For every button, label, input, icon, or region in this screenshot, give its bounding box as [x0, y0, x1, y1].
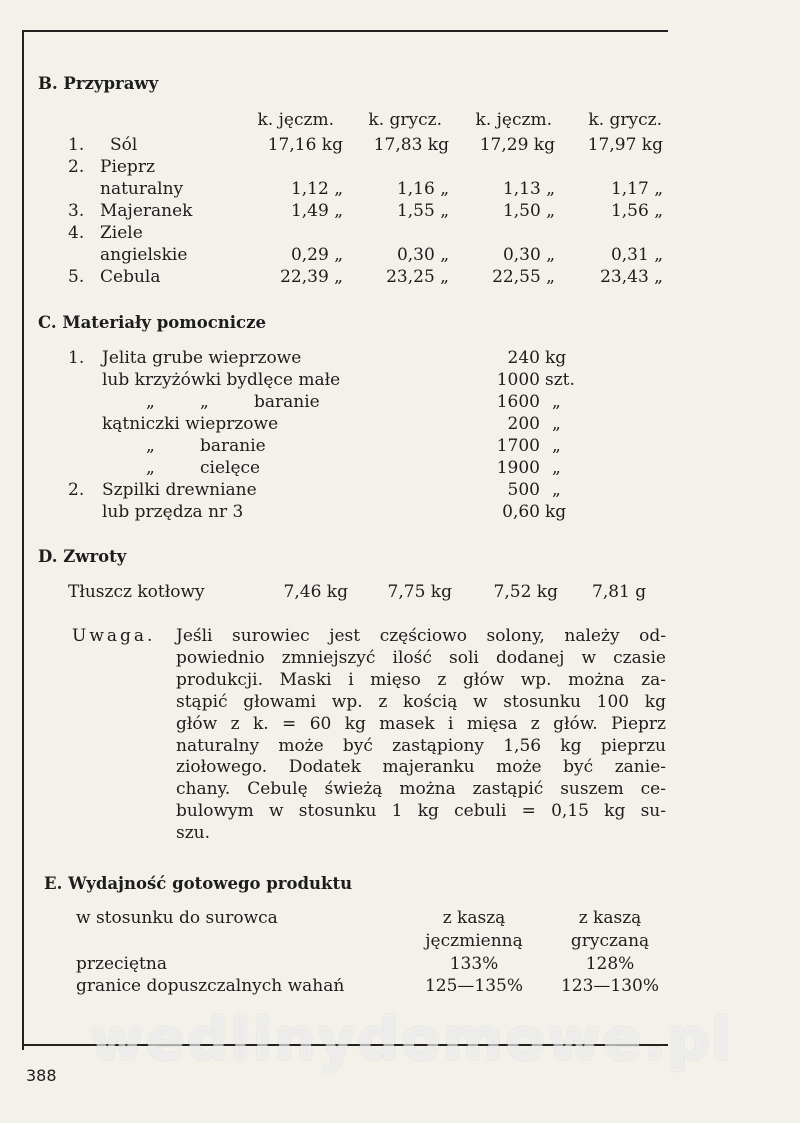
material-unit: szt.	[545, 370, 575, 390]
spice-value: 17,97 kg	[587, 135, 663, 155]
note-line: naturalny może być zastąpiony 1,56 kg pieprzu	[176, 735, 666, 756]
spice-value: 23,25 „	[386, 267, 449, 287]
section-d-title: D. Zwroty	[38, 547, 127, 566]
material-num: 2.	[68, 480, 85, 500]
spice-value: 17,16 kg	[267, 135, 343, 155]
section-c-title: C. Materiały pomocnicze	[38, 313, 266, 332]
yield-col2-header: z kaszą	[578, 908, 642, 928]
spice-value: 1,56 „	[610, 201, 663, 221]
return-value: 7,52 kg	[493, 582, 558, 602]
note-line: powiednio zmniejszyć ilość soli dodanej w czasie	[176, 647, 666, 668]
material-name: baranie	[200, 436, 266, 456]
material-qty: 1700	[496, 436, 540, 456]
yield-value: 133%	[449, 954, 499, 974]
note-line: głów z k. = 60 kg masek i mięsa z głów. Pieprz	[176, 713, 666, 734]
yield-col1-header: z kaszą	[442, 908, 506, 928]
spice-name: Pieprz	[100, 157, 155, 177]
yield-row-label: granice dopuszczalnych wahań	[76, 976, 345, 996]
spice-value: 1,17 „	[610, 179, 663, 199]
spice-value: 0,30 „	[396, 245, 449, 265]
material-unit: kg	[545, 502, 567, 522]
material-name: kątniczki wieprzowe	[102, 414, 279, 434]
material-qty: 240	[507, 348, 540, 368]
material-name: Szpilki drewniane	[102, 480, 257, 500]
page-number: 388	[26, 1066, 57, 1085]
spice-num: 2.	[68, 157, 85, 177]
note-label: Uwaga.	[72, 626, 156, 646]
spice-num: 5.	[68, 267, 85, 287]
watermark: wedlinydomowe.pl	[90, 1005, 734, 1073]
spice-value: 1,49 „	[290, 201, 343, 221]
material-qty: 0,60	[502, 502, 540, 522]
col-header-1: k. jęczm.	[257, 110, 334, 130]
spice-num: 1.	[68, 135, 85, 155]
spice-num: 4.	[68, 223, 85, 243]
spice-value: 1,50 „	[502, 201, 555, 221]
material-unit: „	[552, 480, 561, 500]
spice-value: 22,39 „	[280, 267, 343, 287]
material-name: Jelita grube wieprzowe	[102, 348, 302, 368]
spice-name: Cebula	[100, 267, 161, 287]
material-unit: „	[552, 392, 561, 412]
note-text	[176, 626, 666, 845]
spice-value: 0,31 „	[610, 245, 663, 265]
return-label: Tłuszcz kotłowy	[68, 582, 205, 602]
material-num: 1.	[68, 348, 85, 368]
spice-value: 1,12 „	[290, 179, 343, 199]
spice-name: Sól	[110, 135, 138, 155]
material-name: lub przędza nr 3	[102, 502, 244, 522]
yield-row-label: przeciętna	[76, 954, 167, 974]
spice-value: 0,30 „	[502, 245, 555, 265]
material-qty: 1000	[496, 370, 540, 390]
frame-left-rule	[22, 30, 24, 1050]
return-value: 7,46 kg	[283, 582, 348, 602]
note-line: Jeśli surowiec jest częściowo solony, należy od-	[176, 626, 666, 646]
note-line: stąpić głowami wp. z kością w stosunku 100 kg	[176, 691, 666, 712]
yield-col2-header: gryczaną	[570, 931, 650, 951]
spice-name-cont: naturalny	[100, 179, 184, 199]
col-header-4: k. grycz.	[588, 110, 662, 130]
spice-value: 17,29 kg	[479, 135, 555, 155]
material-qty: 500	[507, 480, 540, 500]
yield-header-label: w stosunku do surowca	[76, 908, 278, 928]
spice-name: Ziele	[100, 223, 143, 243]
note-line: chany. Cebulę świeżą można zastąpić suszem ce-	[176, 779, 666, 800]
material-name: lub krzyżówki bydlęce małe	[102, 370, 341, 390]
material-name: cielęce	[200, 458, 261, 478]
material-qty: 1900	[496, 458, 540, 478]
ditto-mark: „	[146, 392, 155, 412]
ditto-mark: „	[200, 392, 209, 412]
spice-value: 17,83 kg	[373, 135, 449, 155]
material-qty: 200	[507, 414, 540, 434]
yield-col1-header: jęczmienną	[425, 931, 523, 951]
frame-top-rule	[22, 30, 668, 32]
spice-name: Majeranek	[100, 201, 193, 221]
ditto-mark: „	[146, 436, 155, 456]
material-unit: „	[552, 458, 561, 478]
col-header-2: k. grycz.	[368, 110, 442, 130]
col-header-3: k. jęczm.	[475, 110, 552, 130]
note-line: szu.	[176, 823, 211, 844]
yield-value: 123—130%	[560, 976, 660, 996]
spice-value: 23,43 „	[600, 267, 663, 287]
material-unit: kg	[545, 348, 567, 368]
material-qty: 1600	[496, 392, 540, 412]
material-name: baranie	[254, 392, 320, 412]
return-value: 7,81 g	[592, 582, 647, 602]
note-line: produkcji. Maski i mięso z głów wp. można za-	[176, 669, 666, 690]
section-e-title: E. Wydajność gotowego produktu	[44, 874, 353, 893]
spice-value: 1,55 „	[396, 201, 449, 221]
return-value: 7,75 kg	[387, 582, 452, 602]
yield-value: 125—135%	[424, 976, 524, 996]
material-unit: „	[552, 436, 561, 456]
material-unit: „	[552, 414, 561, 434]
spice-name-cont: angielskie	[100, 245, 188, 265]
spice-value: 0,29 „	[290, 245, 343, 265]
section-b-title: B. Przyprawy	[38, 74, 159, 93]
spice-num: 3.	[68, 201, 85, 221]
spice-value: 1,16 „	[396, 179, 449, 199]
ditto-mark: „	[146, 458, 155, 478]
spice-value: 1,13 „	[502, 179, 555, 199]
yield-value: 128%	[585, 954, 635, 974]
spice-value: 22,55 „	[492, 267, 555, 287]
note-line: bulowym w stosunku 1 kg cebuli = 0,15 kg su-	[176, 801, 666, 822]
note-line: ziołowego. Dodatek majeranku może być zanie-	[176, 757, 666, 778]
